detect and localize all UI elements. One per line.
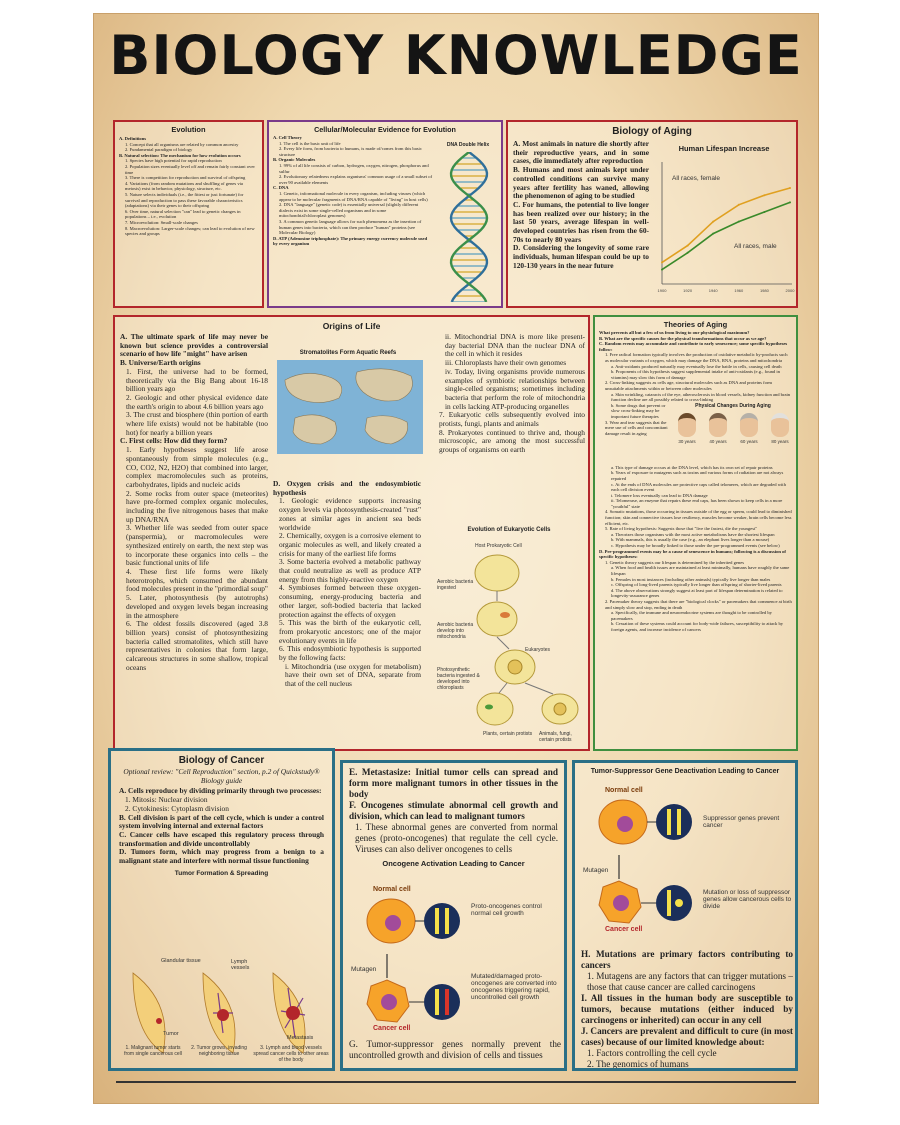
theories-list-b — [599, 403, 669, 437]
fig2-label-photo: Photosynthetic bacteria ingested & developed into chloroplasts — [437, 667, 480, 691]
list-item: A. Cell Theory — [273, 135, 302, 140]
fig2-label-mito: Aerobic bacteria develop into mitochondria — [437, 622, 474, 640]
age-label: 80 years — [771, 438, 789, 444]
fig2-label-euk: Eukaryotes — [525, 647, 551, 653]
list-item: C. First cells: How did they form? — [120, 436, 228, 446]
tumor-suppressor-text: G. Tumor-suppressor genes normally prevent the uncontrolled growth and division of cells and tissues — [349, 1039, 561, 1060]
list-item: 3. Whether life was seeded from outer space (panspermia), or macromolecules were synthesized entirely on earth, the next step was to incorporate these organics into cells – the basic functional units of life — [126, 523, 268, 568]
panel-cellular-evidence — [267, 120, 503, 308]
sup-mutagen-label: Mutagen — [583, 867, 609, 874]
list-item: a. Specifically, the immune and neuroendocrine systems are thought to be controlled by pacemakers — [611, 610, 772, 621]
tumor-caption-3: 3. Lymph and blood vessels spread cancer cells to other areas of the body — [253, 1045, 329, 1063]
list-item: 3. Wear and tear suggests that the mere use of cells and concomitant damage result in aging — [605, 419, 668, 436]
physical-changes-title: Physical Changes During Aging — [695, 402, 771, 409]
x-tick-label: 1980 — [759, 288, 769, 293]
x-tick-label: 1920 — [683, 288, 693, 293]
list-item: b. Cessation of these systems could account for body-wide failures, susceptibility to attack by foreign agents, and increase incidence of cancers — [611, 621, 784, 632]
list-item: B. Cell division is part of the cell cycle, which is under a control system involving internal and external factors — [119, 812, 324, 831]
list-item: D. Oxygen crisis and the endosymbiotic hypothesis — [273, 479, 421, 497]
list-item: 5. Nature selects individuals (i.e., the fittest or just fortunate) for survival and reproduction to pass these favorable characteristics (adaptations) via their genes to their offspring — [125, 191, 244, 209]
cancer-title: Biology of Cancer — [178, 755, 265, 766]
list-item: 1. Mutagens are any factors that can trigger mutations – those that cause cancer are called carcinogens — [587, 971, 793, 992]
panel-biology-of-cancer — [108, 748, 335, 1071]
list-item: 6. Over time, natural selection "can" lead to genetic changes in populations – i.e., evolution — [125, 208, 241, 220]
age-label: 30 years — [678, 438, 696, 444]
list-item: 8. Macroevolution: Larger-scale changes; can lead to evolution of new species and groups — [125, 225, 255, 237]
list-item: i. Telomere loss eventually can lead to DNA damage — [611, 492, 708, 498]
list-item: 6. The oldest fossils discovered (aged 3.8 billion years) consist of photosynthesizing bacteria called stromatolites, which still have representatives in colonies that form large, calcareous structures in some shallow, tropical oceans — [126, 619, 268, 672]
list-item: iii. Chloroplasts have their own genomes — [445, 358, 567, 368]
panel-theories-of-aging — [593, 315, 798, 751]
list-item: 1. Factors controlling the cell cycle — [587, 1048, 717, 1058]
cancer-list — [111, 785, 332, 867]
list-item: 2. DNA "language" (genetic code) is essentially universal (slightly different dialects exist in some single-celled organisms and in some mitochondrial/chloroplast genomes) — [279, 202, 419, 219]
list-item: a. Skin wrinkling, cataracts of the eye, atherosclerosis in blood vessels, kidney function and brain function decline are all possibly related to cross-linking — [611, 391, 791, 403]
onc-mutated-desc: Mutated/damaged proto-oncogenes are converted into oncogenes triggering rapid, uncontrolled cell growth — [471, 973, 557, 1001]
chart-point — [789, 187, 791, 189]
list-item: 5. Rate of living hypothesis: Suggests those that "live the fastest, die the youngest" — [605, 526, 758, 532]
list-item: 1. 99% of all life consists of carbon, hydrogen, oxygen, nitrogen, phosphorus and sulfur — [279, 162, 429, 174]
list-item: 4. These first life forms were likely heterotrophs, which consumed the abundant food molecules present in the "primordial soup" — [126, 566, 268, 594]
list-item: 7. Microevolution: Small-scale changes — [125, 219, 198, 225]
list-item: 5. Later, photosynthesis (by autotrophs) developed and oxygen levels began increasing in the atmosphere — [126, 593, 268, 620]
legend-female: All races, female — [672, 175, 721, 182]
list-item: 4. Somatic mutations, those occurring in tissues outside of the egg or sperm, could lead to diminished function; skin and connective tissues lose resiliency, muscles become weaker, brain cells become less efficient, etc. — [605, 509, 792, 526]
list-item: c. At the ends of DNA molecules are protective caps called telomeres, which are degraded with each cell division event — [611, 481, 786, 493]
x-tick-label: 1940 — [708, 288, 718, 293]
stromatolites-map-illustration — [277, 360, 423, 454]
tumor-label-tumor: Tumor — [163, 1031, 179, 1037]
onc-mutagen-label: Mutagen — [351, 966, 377, 973]
list-item: D. Considering the longevity of some rare individuals, human lifespan could be up to 120-130 years in the near future — [513, 243, 649, 270]
list-item: C. Cancer cells have escaped this regulatory process through transformation and divide uncontrollably — [119, 829, 324, 848]
page-title: BIOLOGY KNOWLEDGE — [109, 24, 803, 87]
list-item: 2. Every life form, from bacteria to humans, is made of/comes from this basic structure — [279, 146, 422, 157]
list-item: a. Theorizes those organisms with the most active metabolisms have the shortest lifespan — [611, 531, 775, 537]
tumor-caption-1: 1. Malignant tumor starts from single cancerous cell — [124, 1045, 182, 1057]
origins-col2 — [273, 480, 421, 689]
list-item: 1. Genetic theory suggests our lifespan is determined by the inherited genes — [605, 559, 745, 565]
helix-strand — [451, 152, 487, 302]
fig2-label-plants: Plants, certain protists — [483, 731, 533, 737]
sup-normal-desc: Suppressor genes prevent cancer — [703, 815, 780, 829]
evolution-list — [115, 136, 262, 237]
suppressor-list — [581, 949, 793, 1070]
list-item: 6. This endosymbiotic hypothesis is supported by the following facts: — [279, 644, 421, 663]
chart-point — [712, 233, 714, 235]
list-item: B. What are the specific causes for the physical transformations that occur as we age? — [599, 335, 767, 341]
list-item: a. Anti-oxidants produced naturally may eventually lose the battle in cells, causing cell death — [611, 363, 782, 369]
aging-face — [735, 413, 763, 461]
aging-title: Biology of Aging — [612, 126, 692, 137]
list-item: 3. The crust and biosphere (thin portion of earth where life exists) would not be habitable (too hot) for nearly a billion years — [126, 410, 268, 437]
list-item: 1. Free radical formation typically involves the production of oxidative metabolic by-products such as molecular variants of oxygen, which may damage the DNA, RNA, proteins and mitochondria — [605, 352, 788, 363]
chart-point — [789, 201, 791, 203]
list-item: 3. Some bacteria evolved a metabolic pathway that could neutralize as well as produce ATP energy from this highly-reactive oxygen — [279, 557, 421, 584]
list-item: c. Hypothesis may be broadly linked to those under the pre-programmed events (see below) — [611, 543, 780, 549]
onc-normal-desc: Proto-oncogenes control normal cell growth — [471, 903, 542, 917]
chart-point — [687, 252, 689, 254]
origins-col3 — [433, 333, 585, 455]
list-item: 2. The genomics of humans — [587, 1059, 689, 1069]
list-item: 1. The cell is the basic unit of life — [279, 140, 341, 146]
age-label: 40 years — [709, 438, 727, 444]
aging-face — [673, 413, 701, 461]
aging-list — [513, 140, 649, 271]
legend-male: All races, male — [734, 243, 777, 250]
theories-list-a — [595, 330, 796, 403]
chart-point — [661, 261, 663, 263]
aging-faces-illustration — [673, 413, 797, 461]
series-female-line — [662, 188, 790, 262]
list-item: b. Years of exposure to mutagens such as toxins and various forms of radiation are not always repaired — [611, 470, 784, 481]
lifespan-chart-title: Human Lifespan Increase — [678, 144, 770, 153]
list-item: ii. Mitochondrial DNA is more like present-day bacterial DNA than the nuclear DNA of the cell in which it resides — [445, 332, 585, 359]
list-item: 4. Symbioses formed between these oxygen-consuming, energy-producing bacteria and other larger, soft-bodied bacteria that lacked protection against the effects of oxygen — [279, 583, 421, 619]
suppressor-fig-title: Tumor-Suppressor Gene Deactivation Leading to Cancer — [590, 768, 780, 775]
list-item: 1. First, the universe had to be formed, theoretically via the Big Bang about 16-18 billion years ago — [126, 366, 268, 394]
poster — [94, 14, 818, 1103]
list-item: D. ATP (Adenosine triphosphate): The primary energy currency molecule used by every organism — [273, 235, 428, 247]
chart-point — [661, 269, 663, 271]
list-item: 1. Genetic, informational molecule in every organism, including viruses (which appear to be molecular fragments of DNA/RNA capable of "living" in host cells) — [279, 190, 428, 202]
list-item: b. Some drugs that prevent or slow cross-linking may be important future therapies — [611, 402, 666, 419]
list-item: 2. Geologic and other physical evidence date the earth's origin to about 4.6 billion years ago — [126, 392, 268, 411]
eukaryotic-evolution-diagram — [435, 549, 585, 739]
cellular-list — [273, 135, 433, 247]
cancer-review: Optional review: "Cell Reproduction" section, p.2 of Quickstudy® Biology guide — [123, 767, 320, 785]
onc-normal-label: Normal cell — [373, 886, 411, 893]
list-item: 7. Eukaryotic cells subsequently evolved into protists, fungi, plants and animals — [439, 410, 585, 429]
list-item: 3. A common genetic language allows for such phenomena as the insertion of human genes into bacteria, which can then produce "human" proteins (see Molecular Biology) — [279, 218, 422, 236]
list-item: D. Pre-programmed events may be a cause of senescence in humans; following is a discussion of specific hypotheses: — [599, 548, 786, 560]
panel-tumor-suppressor — [572, 760, 798, 1071]
list-item: i. Mitochondria (use oxygen for metabolism) have their own set of DNA, separate from that of the cell nucleus — [285, 661, 421, 689]
x-tick-label: 1960 — [734, 288, 744, 293]
panel-evolution — [113, 120, 264, 308]
list-item: 1. Concept that all organisms are related by common ancestry — [125, 141, 239, 147]
list-item: 1. Geologic evidence supports increasing oxygen levels via photosynthesis-created "rust" zones at similar ages in ancient sea beds worldwide — [279, 496, 421, 532]
list-item: H. Mutations are primary factors contributing to cancers — [581, 949, 793, 970]
list-item: 4. Variations (from random mutations and shuffling of genes via meiosis) exist in behavior, physiology, structure, etc. — [125, 180, 243, 192]
tumor-label-glandular: Glandular tissue — [161, 958, 201, 964]
list-item: iv. Today, living organisms provide numerous examples of symbiotic relationships between single-celled organisms; sometimes including bacteria that perform the role of mitochondria in cells lacking ATP-producing organelles — [445, 366, 585, 411]
list-item: A. Cells reproduce by dividing primarily through two processes: — [119, 786, 322, 796]
theories-title: Theories of Aging — [663, 320, 728, 329]
list-item: 1. Mitosis: Nuclear division — [125, 795, 208, 805]
oncogene-diagram — [347, 896, 567, 1046]
fig2-label-aerobic: Aerobic bacteria ingested — [437, 579, 474, 591]
list-item: 2. Fundamental paradigm of biology — [125, 147, 193, 153]
list-item: ii. Telomerase, an enzyme that repairs these end caps, has been shown to keep cells in a more "youthful" state — [611, 498, 783, 509]
list-item: c. Offspring of long-lived parents typically live longer than offspring of shorter-lived parents — [611, 582, 782, 588]
list-item: 1. These abnormal genes are converted from normal genes (proto-oncogenes) that regulate the cell cycle. Viruses can also deliver oncogenes to cells — [355, 822, 558, 854]
list-item: B. Organic Molecules — [273, 157, 316, 163]
fig2-label-animals: Animals, fungi, certain protists — [539, 731, 572, 743]
list-item: b. With mammals, this is usually the case (e.g., an elephant lives longer than a mouse) — [611, 537, 770, 543]
eukaryotic-fig-title: Evolution of Eukaryotic Cells — [467, 527, 551, 533]
list-item: 2. Pacemaker theory suggests that there are "biological clocks" or pacemakers that commence at birth and simply slow and stop, ending in death — [605, 598, 792, 610]
list-item: A. The ultimate spark of life may never be known but science provides a controversial scenario of how life "might" have arisen — [120, 332, 268, 359]
list-item: 1. Early hypotheses suggest life arose spontaneously from simple molecules (e.g., CO, CO2, N2, H2O) that combined into larger, complex macromolecules such as proteins, carbohydrates, lipids and nucleic acids — [126, 445, 268, 489]
tumor-fig-title: Tumor Formation & Spreading — [174, 869, 269, 877]
list-item: d. The above observations strongly suggest at least part of lifespan determination is related to longevity-assurance genes — [611, 587, 783, 599]
oncogene-fig-title: Oncogene Activation Leading to Cancer — [382, 859, 525, 868]
panel-origins-of-life — [113, 315, 590, 751]
list-item: A. Definitions — [119, 136, 147, 141]
x-tick-label: 2000 — [785, 288, 795, 293]
list-item: 1. Species have high potential for rapid reproduction — [125, 158, 222, 164]
tumor-label-lymph: Lymph vessels — [231, 959, 250, 971]
list-item: I. All tissues in the human body are susceptible to tumors, because mutations (either induced by carcinogens or inherited) can occur in any cell — [581, 993, 793, 1025]
chart-point — [763, 211, 765, 213]
list-item: 2. Some rocks from outer space (meteorites) have pre-formed complex organic molecules, including the five nitrogenous bases that make up DNA/RNA — [126, 488, 268, 524]
list-item: B. Universe/Earth origins — [120, 358, 201, 368]
sup-normal-label: Normal cell — [605, 787, 643, 794]
list-item: 2. Population sizes eventually level off and remain fairly constant over time — [125, 163, 255, 175]
theories-list-c — [595, 465, 796, 633]
origins-title: Origins of Life — [322, 321, 381, 331]
list-item: C. Random events may accumulate and contribute to early senescence; some specific hypotheses follow: — [599, 341, 788, 352]
lifespan-chart — [650, 156, 796, 296]
chart-point — [763, 194, 765, 196]
list-item: A. Most animals in nature die shortly after their reproductive years, and in some cases, die immediately after reproduction — [513, 139, 649, 166]
list-item: J. Cancers are prevalent and difficult to cure (in most cases) because of our limited knowledge about: — [581, 1026, 793, 1047]
aging-face — [766, 413, 794, 461]
panel-oncogenes — [340, 760, 567, 1071]
list-item: F. Oncogenes stimulate abnormal cell growth and division, which can lead to malignant tumors — [349, 800, 558, 821]
list-item: C. For humans, the potential to live longer has been realized over our history; in the last 50 years, average lifespan in well-developed countries has risen from the 60-70s to nearly 80 years — [513, 199, 649, 244]
list-item: D. Tumors form, which may progress from a benign to a malignant state and interfere with normal tissue functioning — [119, 847, 324, 866]
list-item: 3. There is competition for reproduction and survival of offspring — [125, 175, 246, 181]
tumor-caption-2: 2. Tumor grows, invading neighboring tissue — [191, 1045, 247, 1057]
dna-double-helix-illustration — [439, 152, 499, 302]
chart-point — [738, 204, 740, 206]
onc-cancer-cell-label: Cancer cell — [373, 1025, 411, 1032]
cellular-title: Cellular/Molecular Evidence for Evolution — [314, 125, 456, 134]
fig2-label-host: Host Prokaryotic Cell — [475, 543, 522, 549]
list-item: 2. Cytokinesis: Cytoplasm division — [125, 803, 229, 813]
aging-face — [704, 413, 732, 461]
list-item: 2. Chemically, oxygen is a corrosive element to organic molecules as well, and likely created a crisis for many of the earliest life forms — [279, 531, 421, 558]
tumor-label-metastasis: Metastasis — [287, 1035, 314, 1041]
sup-cancer-cell-label: Cancer cell — [605, 926, 643, 933]
list-item: E. Metastasize: Initial tumor cells can spread and form more malignant tumors in other tissues in the body — [349, 767, 558, 799]
list-item: What prevents all but a few of us from living to our physiological maximum? — [599, 330, 750, 335]
sup-mutated-desc: Mutation or loss of suppressor genes allow cancerous cells to divide — [703, 889, 792, 910]
age-label: 60 years — [740, 438, 758, 444]
list-item: B. Humans and most animals kept under controlled conditions can survive many years after fertility has waned, allowing the phenomenon of aging to be studied — [513, 165, 649, 201]
list-item: 8. Prokaryotes continued to thrive and, though microscopic, are among the most successful groups of organisms on earth — [439, 427, 585, 455]
footer-rule — [116, 1081, 796, 1083]
chart-point — [712, 221, 714, 223]
list-item: C. DNA — [273, 185, 289, 191]
oncogene-list — [343, 763, 564, 857]
helix-strand — [451, 152, 487, 302]
list-item: a. When food and health issues are maintained at least minimally, humans have roughly the same lifespan — [611, 565, 790, 576]
list-item: 2. Cross-linking suggests as cells age, structural molecules such as DNA and proteins form unsuitable attachments within or between other molecules — [605, 380, 773, 391]
chart-point — [687, 245, 689, 247]
x-tick-label: 1900 — [657, 288, 667, 293]
evolution-title: Evolution — [171, 125, 206, 134]
panel-biology-of-aging — [506, 120, 798, 308]
origins-col1 — [120, 333, 268, 672]
list-item: b. Proponents of this hypothesis suggest supplemental intake of anti-oxidants (e.g., found in vitamins) may slow this form of damage — [611, 369, 780, 380]
list-item: 5. This was the birth of the eukaryotic cell, from prokaryotic ancestors; one of the major evolutionary events in life — [279, 618, 421, 645]
list-item: 2. Evolutionary relatedness explains organisms' common usage of a small subset of over 90 available elements — [279, 174, 433, 185]
list-item: a. This type of damage occurs at the DNA level, which has its own set of repair proteins — [611, 464, 773, 470]
chart-point — [738, 221, 740, 223]
dna-helix-label: DNA Double Helix — [446, 142, 490, 148]
list-item: b. Females in most instances (including other animals) typically live longer than males — [611, 576, 771, 582]
stromatolites-fig-title: Stromatolites Form Aquatic Reefs — [299, 350, 397, 356]
list-item: B. Natural selection: The mechanism for how evolution occurs — [119, 152, 241, 158]
